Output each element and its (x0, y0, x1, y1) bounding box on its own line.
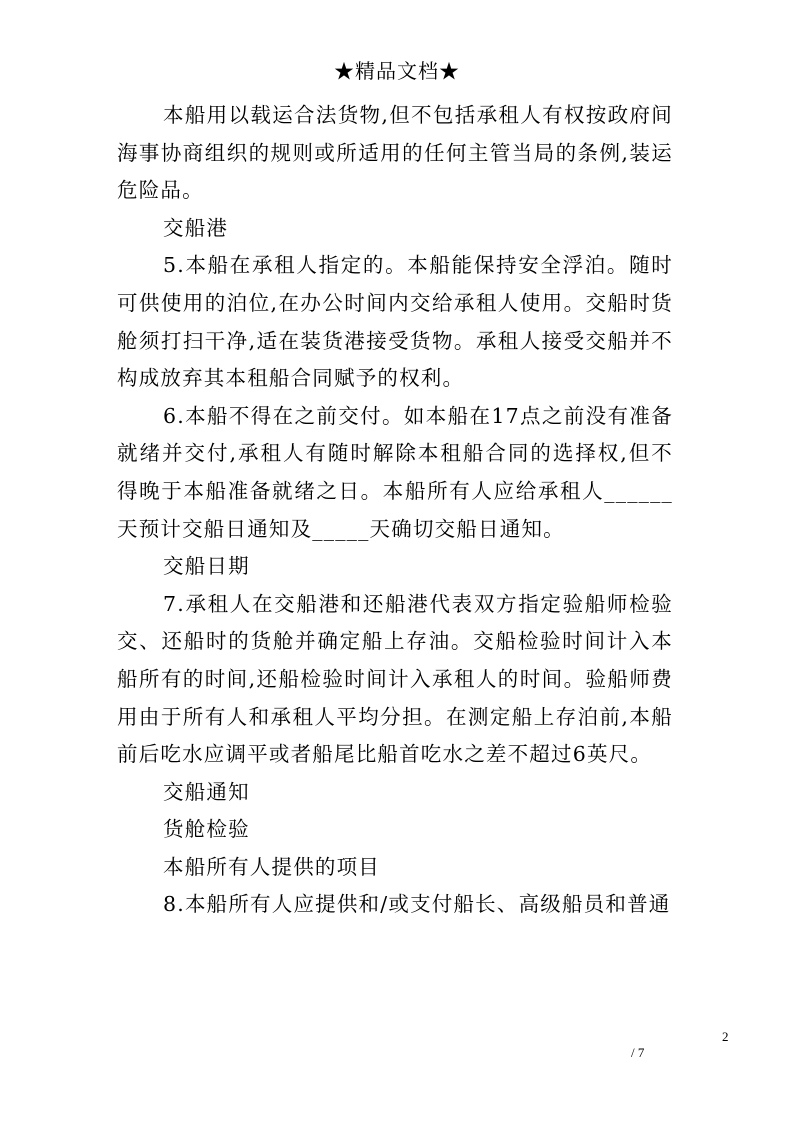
paragraph-cargo: 本船用以载运合法货物,但不包括承租人有权按政府间海事协商组织的规则或所适用的任何主管当局的条例,装运危险品。 (117, 103, 673, 203)
heading-delivery-date: 交船日期 (163, 554, 250, 579)
document-body (117, 97, 673, 924)
heading-hold-inspection: 货舱检验 (163, 817, 250, 842)
heading-owner-provisions: 本船所有人提供的项目 (163, 854, 380, 879)
paragraph-clause-5: 5.本船在承租人指定的。本船能保持安全浮泊。随时可供使用的泊位,在办公时间内交给承租人使用。交船时货舱须打扫干净,适在装货港接受货物。承租人接受交船并不构成放弃其本租船合同赋予的权利。 (117, 253, 673, 391)
heading-delivery-notice: 交船通知 (163, 779, 250, 804)
page-total: / 7 (631, 1045, 645, 1060)
heading-delivery-port: 交船港 (163, 215, 229, 240)
paragraph-clause-8: 8.本船所有人应提供和/或支付船长、高级船员和普通 (163, 892, 671, 917)
page-number: 2 (722, 1029, 729, 1044)
document-header: ★精品文档★ (334, 59, 460, 83)
paragraph-clause-7: 7.承租人在交船港和还船港代表双方指定验船师检验交、还船时的货舱并确定船上存油。交船检验时间计入本船所有的时间,还船检验时间计入承租人的时间。验船师费用由于所有人和承租人平均分担。在测定船上存泊前,本船前后吃水应调平或者船尾比船首吃水之差不超过6英尺。 (117, 591, 673, 767)
paragraph-clause-6: 6.本船不得在之前交付。如本船在17点之前没有准备就绪并交付,承租人有随时解除本租船合同的选择权,但不得晚于本船准备就绪之日。本船所有人应给承租人______天预计交船日通知及_____天确切交船日通知。 (117, 403, 673, 541)
